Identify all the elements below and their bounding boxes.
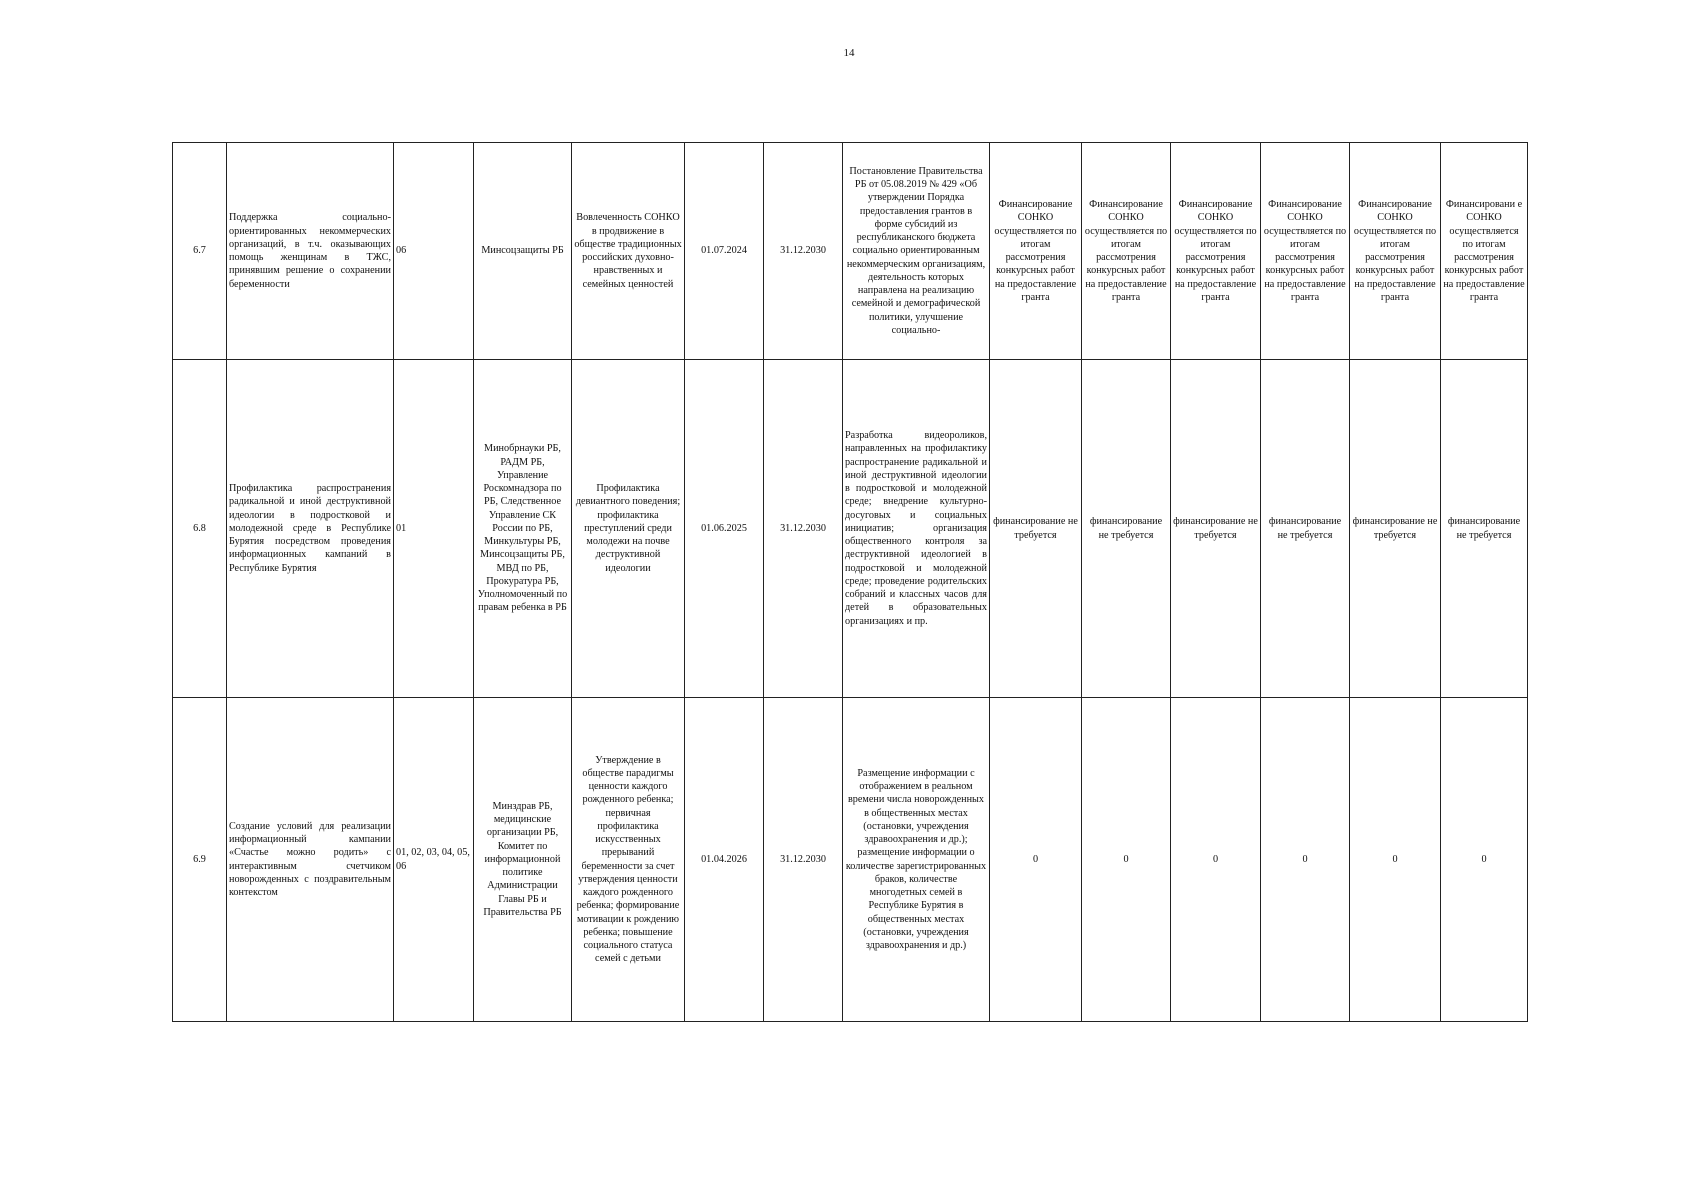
measure-name: Профилактика распространения радикальной и иной деструктивной идеологии в подростковой и молодежной среде в Республике Бурятия посредством проведения информационных кампаний в Республике Бурятия [227, 360, 394, 698]
start-date: 01.07.2024 [685, 143, 764, 360]
goal-code: 06 [394, 143, 474, 360]
funding-cell: 0 [990, 698, 1082, 1022]
basis-description: Разработка видеороликов, направленных на профилактику распространение радикальной и иной деструктивной идеологии в подростковой и молодежной среде; внедрение культурно-досуговых и социальных инициатив; организация общественного контроля за деструктивной идеологией в подростковой и молодежной среде; проведение родительских собраний и классных часов для детей в образовательных организациях и пр. [843, 360, 990, 698]
end-date: 31.12.2030 [764, 698, 843, 1022]
program-measures-table [172, 142, 1528, 1022]
page-number: 14 [843, 47, 855, 59]
responsible-executor: Минздрав РБ, медицинские организации РБ, Комитет по информационной политике Администрации Главы РБ и Правительства РБ [474, 698, 572, 1022]
row-number: 6.9 [173, 698, 227, 1022]
funding-cell: Финансировани е СОНКО осуществляется по итогам рассмотрения конкурсных работ на предоставление гранта [1441, 143, 1528, 360]
expected-result: Вовлеченность СОНКО в продвижение в обществе традиционных российских духовно-нравственных и семейных ценностей [572, 143, 685, 360]
goal-code: 01 [394, 360, 474, 698]
funding-cell: Финансирование СОНКО осуществляется по итогам рассмотрения конкурсных работ на предоставление гранта [990, 143, 1082, 360]
funding-cell: Финансирование СОНКО осуществляется по итогам рассмотрения конкурсных работ на предоставление гранта [1082, 143, 1171, 360]
table-row [173, 698, 1528, 1022]
table-row [173, 143, 1528, 360]
funding-cell: 0 [1350, 698, 1441, 1022]
expected-result: Утверждение в обществе парадигмы ценности каждого рожденного ребенка; первичная профилактика искусственных прерываний беременности за счет утверждения ценности каждого рожденного ребенка; формирование мотивации к рождению ребенка; повышение социального статуса семей с детьми [572, 698, 685, 1022]
funding-cell: финансирование не требуется [990, 360, 1082, 698]
measure-name: Создание условий для реализации информационный кампании «Счастье можно родить» с интерактивным счетчиком новорожденных с поздравительным контекстом [227, 698, 394, 1022]
funding-cell: финансирование не требуется [1171, 360, 1261, 698]
end-date: 31.12.2030 [764, 360, 843, 698]
funding-cell: 0 [1441, 698, 1528, 1022]
start-date: 01.04.2026 [685, 698, 764, 1022]
funding-cell: 0 [1261, 698, 1350, 1022]
end-date: 31.12.2030 [764, 143, 843, 360]
start-date: 01.06.2025 [685, 360, 764, 698]
basis-text: Постановление Правительства РБ от 05.08.2019 № 429 «Об утверждении Порядка предоставления грантов в форме субсидий из республиканского бюджета социально ориентированным некоммерческим организациям, деятельность которых направлена на реализацию семейной и демографической политики, улучшение социально- [846, 165, 986, 336]
basis-description [843, 143, 990, 360]
funding-cell: 0 [1171, 698, 1261, 1022]
funding-cell: Финансирование СОНКО осуществляется по итогам рассмотрения конкурсных работ на предоставление гранта [1171, 143, 1261, 360]
funding-cell: Финансирование СОНКО осуществляется по итогам рассмотрения конкурсных работ на предоставление гранта [1261, 143, 1350, 360]
funding-cell: финансирование не требуется [1441, 360, 1528, 698]
expected-result: Профилактика девиантного поведения; профилактика преступлений среди молодежи на почве деструктивной идеологии [572, 360, 685, 698]
row-number: 6.8 [173, 360, 227, 698]
table-row [173, 360, 1528, 698]
responsible-executor: Минобрнауки РБ, РАДМ РБ, Управление Роскомнадзора по РБ, Следственное Управление СК России по РБ, Минкультуры РБ, Минсоцзащиты РБ, МВД по РБ, Прокуратура РБ, Уполномоченный по правам ребенка в РБ [474, 360, 572, 698]
funding-cell: финансирование не требуется [1261, 360, 1350, 698]
goal-code: 01, 02, 03, 04, 05, 06 [394, 698, 474, 1022]
basis-description: Размещение информации с отображением в реальном времени числа новорожденных в общественных местах (остановки, учреждения здравоохранения и др.); размещение информации о количестве зарегистрированных браков, количестве многодетных семей в Республике Бурятия в общественных местах (остановки, учреждения здравоохранения и др.) [843, 698, 990, 1022]
funding-cell: финансирование не требуется [1350, 360, 1441, 698]
funding-cell: Финансирование СОНКО осуществляется по итогам рассмотрения конкурсных работ на предоставление гранта [1350, 143, 1441, 360]
responsible-executor: Минсоцзащиты РБ [474, 143, 572, 360]
measure-name: Поддержка социально-ориентированных некоммерческих организаций, в т.ч. оказывающих помощь женщинам в ТЖС, принявшим решение о сохранении беременности [227, 143, 394, 360]
funding-cell: 0 [1082, 698, 1171, 1022]
row-number: 6.7 [173, 143, 227, 360]
funding-cell: финансирование не требуется [1082, 360, 1171, 698]
